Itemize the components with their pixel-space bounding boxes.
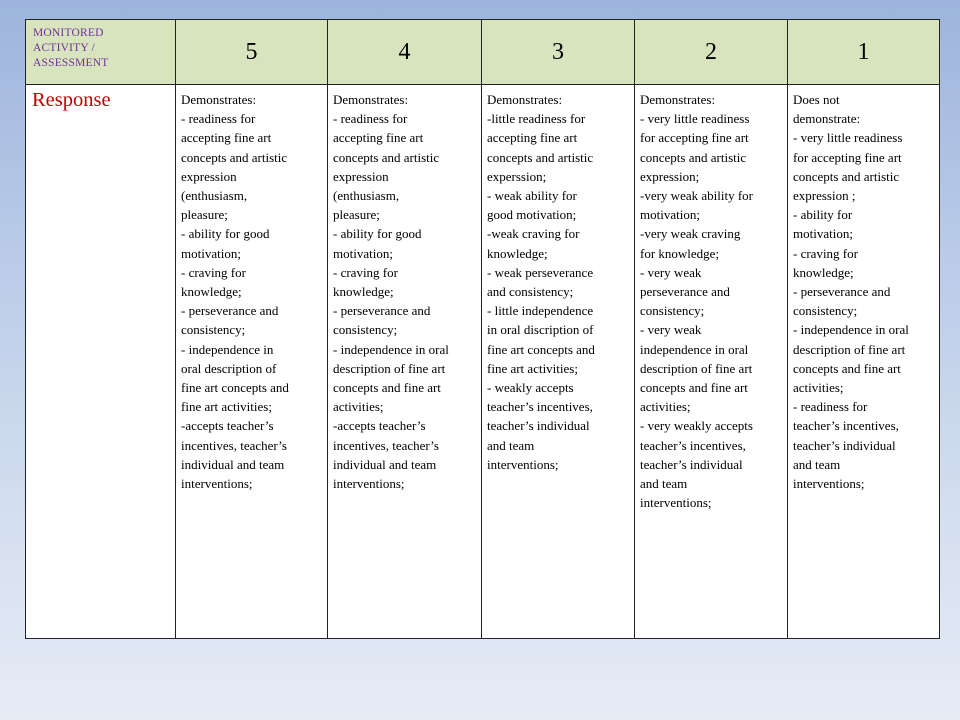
criteria-line: knowledge;	[487, 245, 548, 261]
criteria-line: - weak ability for	[487, 188, 577, 204]
criteria-line: good motivation;	[487, 207, 577, 223]
criteria-line: - craving for	[333, 264, 398, 280]
criteria-line: individual and team	[181, 456, 285, 472]
criteria-line: Demonstrates:	[640, 92, 716, 107]
criteria-line: motivation;	[640, 207, 700, 223]
criteria-line: consistency;	[181, 322, 246, 338]
criteria-line: accepting fine art	[333, 130, 424, 146]
criteria-line: - weak perseverance	[487, 264, 594, 280]
criteria-line: expression;	[640, 168, 700, 184]
criteria-line: motivation;	[333, 245, 393, 261]
criteria-line: and team	[487, 437, 535, 453]
criteria-line: expression	[181, 168, 237, 184]
criteria-line: - perseverance and	[333, 303, 431, 319]
criteria-line: - ability for	[793, 207, 853, 223]
criteria-line: pleasure;	[333, 207, 380, 223]
criteria-line: independence in oral	[640, 341, 749, 357]
criteria-line: concepts and artistic	[181, 149, 288, 165]
header-label-line: ACTIVITY /	[33, 42, 95, 54]
criteria-line: interventions;	[640, 495, 712, 511]
criteria-line: - readiness for	[181, 111, 256, 127]
score-header-3: 3	[482, 20, 635, 85]
criteria-line: interventions;	[181, 476, 253, 492]
criteria-line: - little independence	[487, 303, 594, 319]
criteria-line: consistency;	[640, 303, 705, 319]
criteria-line: concepts and fine art	[333, 380, 441, 396]
criteria-line: (enthusiasm,	[181, 188, 248, 204]
criteria-line: (enthusiasm,	[333, 188, 400, 204]
criteria-line: interventions;	[333, 476, 405, 492]
criteria-line: for knowledge;	[640, 245, 720, 261]
criteria-line: activities;	[640, 399, 691, 415]
criteria-line: - independence in oral	[793, 322, 909, 338]
criteria-line: interventions;	[793, 476, 865, 492]
criteria-line: pleasure;	[181, 207, 228, 223]
criteria-line: - perseverance and	[793, 284, 891, 300]
criteria-line: description of fine art	[640, 360, 753, 376]
criteria-line: accepting fine art	[181, 130, 272, 146]
criteria-line: -accepts teacher’s	[333, 418, 426, 434]
criteria-line: concepts and artistic	[333, 149, 440, 165]
criteria-line: - very weak	[640, 322, 702, 338]
criteria-line: - craving for	[793, 245, 858, 261]
criteria-line: expression	[333, 168, 389, 184]
criteria-line: motivation;	[793, 226, 853, 242]
criteria-line: fine art activities;	[487, 360, 578, 376]
criteria-line: - very little readiness	[640, 111, 750, 127]
criteria-line: teacher’s incentives,	[640, 437, 746, 453]
criteria-line: -very weak craving	[640, 226, 741, 242]
criteria-cell-2	[635, 85, 788, 639]
criteria-line: fine art concepts and	[487, 341, 595, 357]
criteria-line: -very weak ability for	[640, 188, 753, 204]
criteria-line: in oral discription of	[487, 322, 594, 338]
criteria-line: consistency;	[793, 303, 858, 319]
criteria-line: accepting fine art	[487, 130, 578, 146]
assessment-rubric-table	[25, 19, 940, 639]
criteria-line: - very weak	[640, 264, 702, 280]
criteria-line: teacher’s individual	[640, 456, 743, 472]
criteria-line: for accepting fine art	[640, 130, 749, 146]
criteria-line: - ability for good	[181, 226, 270, 242]
criteria-line: teacher’s individual	[793, 437, 896, 453]
criteria-line: - readiness for	[333, 111, 408, 127]
score-header-2: 2	[635, 20, 788, 85]
criteria-line: concepts and artistic	[640, 149, 747, 165]
criteria-line: - very little readiness	[793, 130, 903, 146]
criteria-line: for accepting fine art	[793, 149, 902, 165]
criteria-line: - very weakly accepts	[640, 418, 753, 434]
criteria-line: fine art concepts and	[181, 380, 289, 396]
criteria-line: -accepts teacher’s	[181, 418, 274, 434]
criteria-line: and consistency;	[487, 284, 574, 300]
criteria-line: -little readiness for	[487, 111, 586, 127]
criteria-line: fine art activities;	[181, 399, 272, 415]
criteria-line: and team	[640, 476, 688, 492]
criteria-line: - independence in oral	[333, 341, 449, 357]
criteria-cell-3	[482, 85, 635, 639]
criteria-line: - craving for	[181, 264, 246, 280]
criteria-line: concepts and artistic	[487, 149, 594, 165]
row-label-response: Response	[26, 85, 176, 639]
header-label-line: ASSESSMENT	[33, 57, 109, 69]
criteria-line: consistency;	[333, 322, 398, 338]
criteria-line: demonstrate:	[793, 111, 861, 127]
criteria-line: and team	[793, 456, 841, 472]
criteria-cell-1	[788, 85, 940, 639]
response-row	[26, 85, 940, 639]
criteria-line: knowledge;	[793, 264, 854, 280]
criteria-line: concepts and fine art	[793, 360, 901, 376]
criteria-line: incentives, teacher’s	[333, 437, 439, 453]
criteria-line: Demonstrates:	[181, 92, 257, 107]
header-label-cell	[26, 20, 176, 85]
criteria-line: Demonstrates:	[333, 92, 409, 107]
criteria-line: Demonstrates:	[487, 92, 563, 107]
criteria-line: - readiness for	[793, 399, 868, 415]
criteria-line: - perseverance and	[181, 303, 279, 319]
criteria-line: concepts and fine art	[640, 380, 748, 396]
criteria-line: activities;	[793, 380, 844, 396]
criteria-line: experssion;	[487, 168, 547, 184]
criteria-line: - weakly accepts	[487, 380, 574, 396]
criteria-cell-4	[328, 85, 482, 639]
criteria-line: concepts and artistic	[793, 168, 900, 184]
criteria-line: - ability for good	[333, 226, 422, 242]
criteria-line: teacher’s individual	[487, 418, 590, 434]
criteria-line: motivation;	[181, 245, 241, 261]
criteria-line: description of fine art	[333, 360, 446, 376]
criteria-line: description of fine art	[793, 341, 906, 357]
header-row	[26, 20, 940, 85]
criteria-line: knowledge;	[181, 284, 242, 300]
criteria-line: - independence in	[181, 341, 274, 357]
criteria-line: interventions;	[487, 456, 559, 472]
criteria-line: activities;	[333, 399, 384, 415]
criteria-line: knowledge;	[333, 284, 394, 300]
criteria-line: incentives, teacher’s	[181, 437, 287, 453]
criteria-line: individual and team	[333, 456, 437, 472]
score-header-4: 4	[328, 20, 482, 85]
criteria-line: teacher’s incentives,	[793, 418, 899, 434]
criteria-line: teacher’s incentives,	[487, 399, 593, 415]
criteria-cell-5	[176, 85, 328, 639]
header-label-line: MONITORED	[33, 27, 104, 39]
criteria-line: -weak craving for	[487, 226, 580, 242]
criteria-line: expression ;	[793, 188, 856, 204]
criteria-line: Does not	[793, 92, 840, 107]
criteria-line: perseverance and	[640, 284, 730, 300]
score-header-5: 5	[176, 20, 328, 85]
score-header-1: 1	[788, 20, 940, 85]
criteria-line: oral description of	[181, 360, 277, 376]
